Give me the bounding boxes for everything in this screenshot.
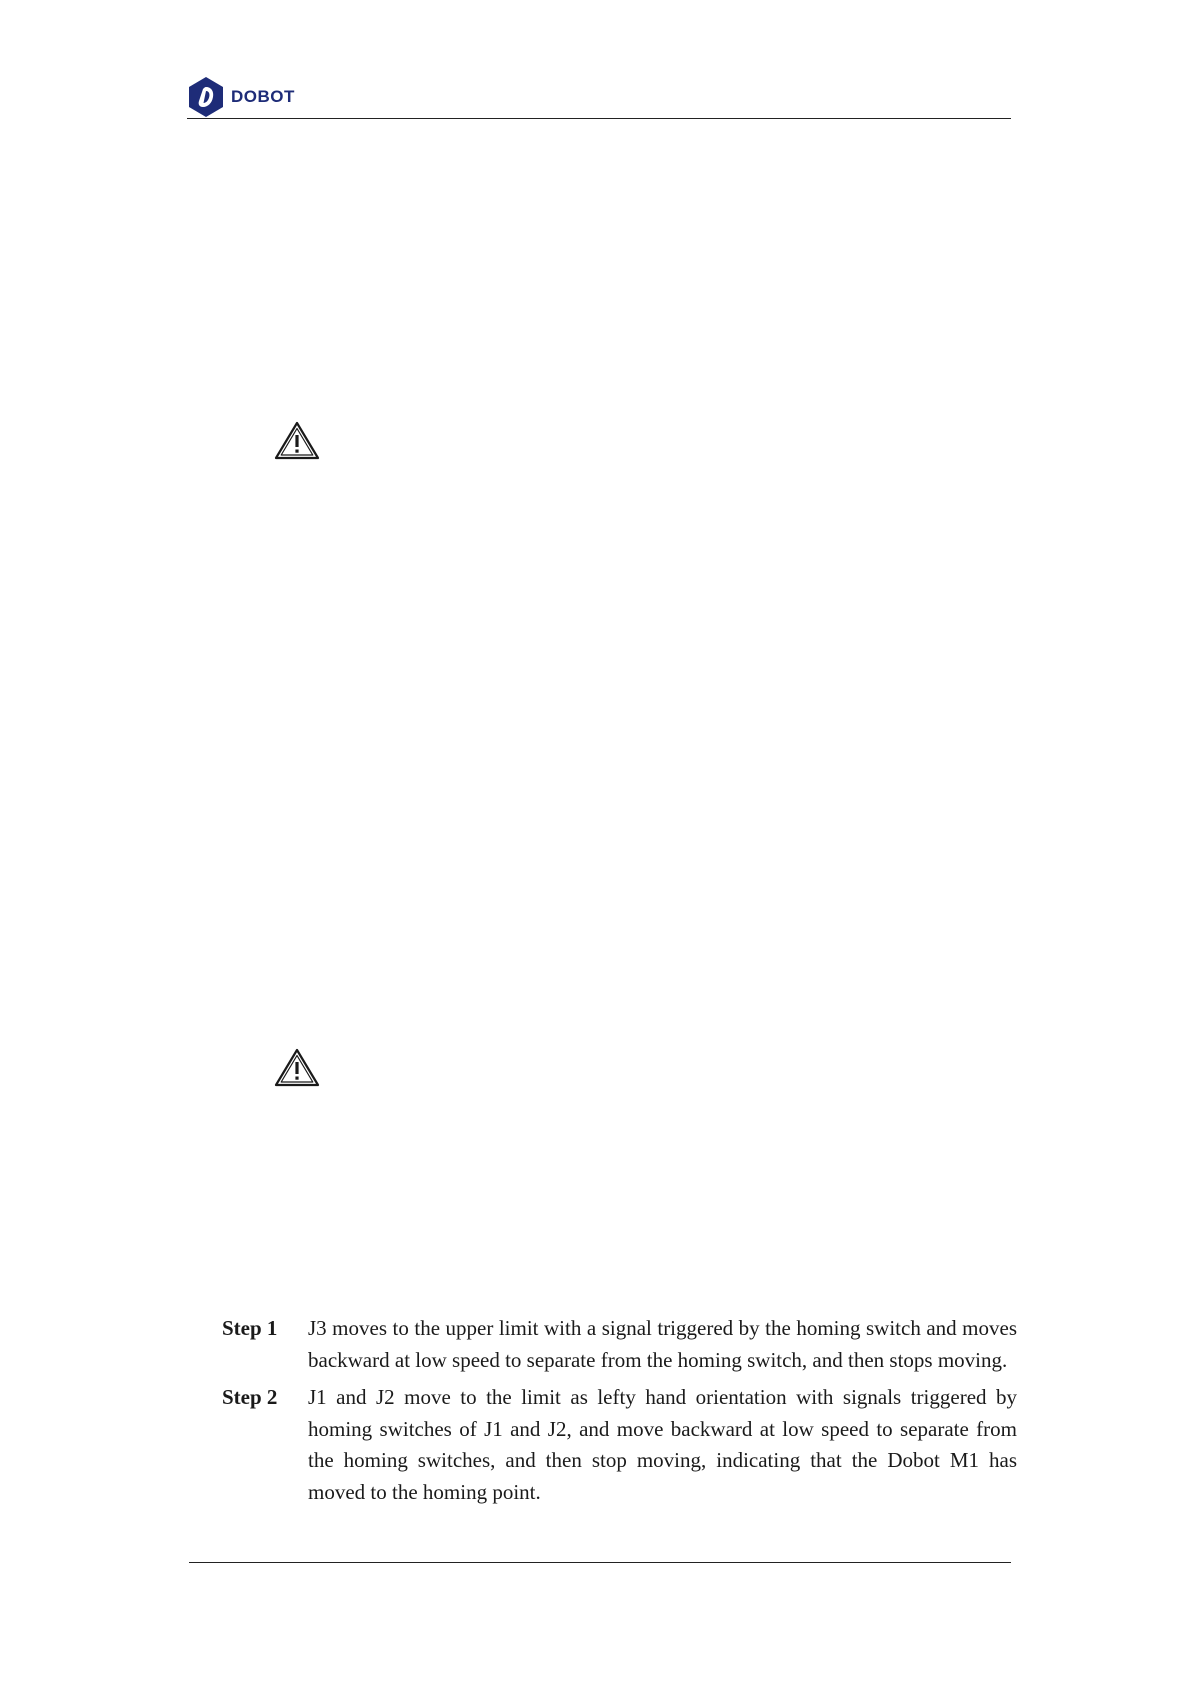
dobot-logo-icon xyxy=(187,76,225,118)
homing-steps xyxy=(222,1313,1017,1514)
logo-text: DOBOT xyxy=(231,87,295,106)
header-divider xyxy=(187,118,1011,119)
step-2 xyxy=(222,1382,1017,1508)
page-header xyxy=(187,76,1010,120)
step-label: Step 1 xyxy=(222,1316,278,1340)
step-text: J1 and J2 move to the limit as lefty hand orientation with signals triggered by homing switches of J1 and J2, and move backward at low speed to separate from the homing switches, and then stop moving, indicating that the Dobot M1 has moved to the homing point. xyxy=(308,1385,1017,1504)
step-1 xyxy=(222,1313,1017,1376)
step-text: J3 moves to the upper limit with a signal triggered by the homing switch and moves backward at low speed to separate from the homing switch, and then stops moving. xyxy=(308,1316,1017,1372)
dobot-logo xyxy=(187,76,295,118)
warning-triangle-icon xyxy=(274,420,320,460)
footer-divider xyxy=(189,1562,1011,1563)
warning-triangle-icon xyxy=(274,1047,320,1087)
step-label: Step 2 xyxy=(222,1385,278,1409)
